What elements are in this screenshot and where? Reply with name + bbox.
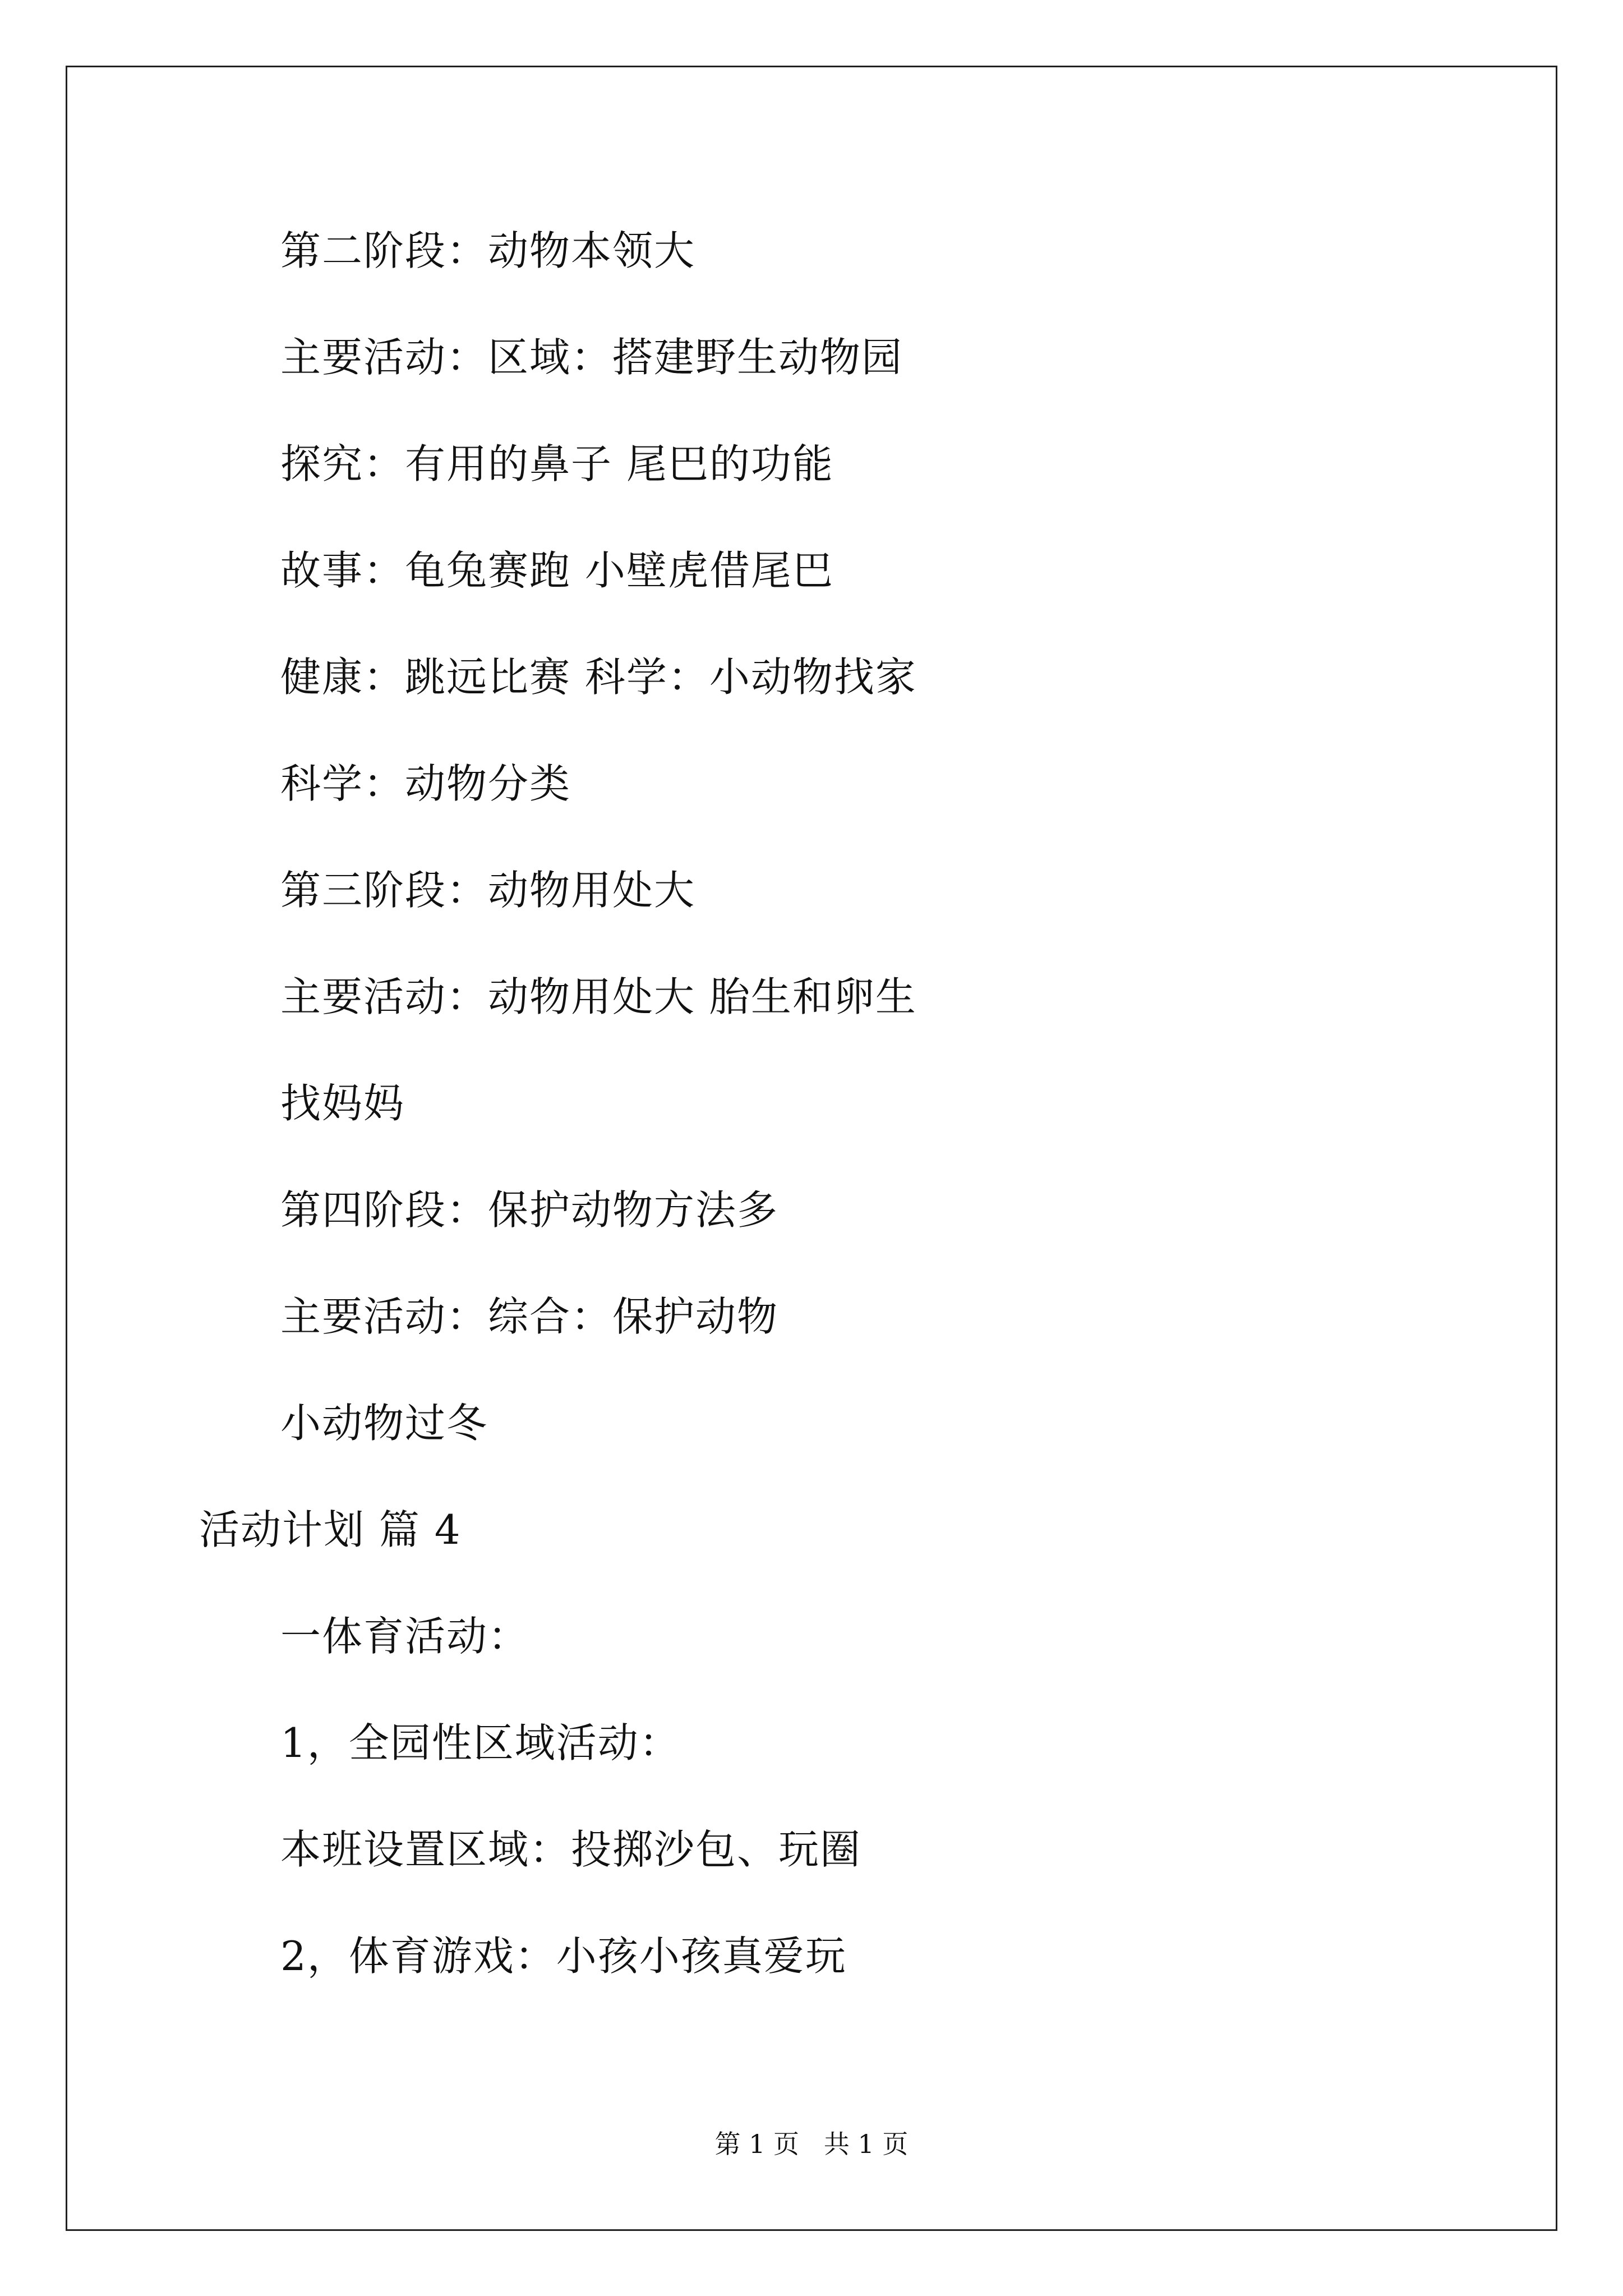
- text-line: 一体育活动：: [280, 1613, 530, 1660]
- text-line: 第三阶段：动物用处大: [280, 867, 696, 914]
- text-line: 探究：有用的鼻子 尾巴的功能: [280, 440, 834, 487]
- text-line: 科学：动物分类: [280, 760, 571, 807]
- text-line: 故事：龟兔赛跑 小壁虎借尾巴: [280, 547, 834, 594]
- page-footer: 第 1 页 共 1 页: [714, 2129, 909, 2159]
- text-line: 小动物过冬: [280, 1400, 488, 1447]
- text-line: 主要活动：综合：保护动物: [280, 1293, 779, 1340]
- text-line: 主要活动：动物用处大 胎生和卵生: [280, 973, 917, 1020]
- section-heading: 活动计划 篇 4: [199, 1506, 462, 1553]
- text-line: 找妈妈: [280, 1080, 405, 1127]
- page-border: [66, 66, 1557, 2231]
- text-line: 第二阶段：动物本领大: [280, 227, 696, 274]
- text-line: 健康：跳远比赛 科学：小动物找家: [280, 654, 917, 701]
- text-line: 第四阶段：保护动物方法多: [280, 1186, 779, 1234]
- text-line: 2，体育游戏：小孩小孩真爱玩: [280, 1932, 847, 1980]
- text-line: 主要活动：区域：搭建野生动物园: [280, 334, 903, 381]
- text-line: 本班设置区域：投掷沙包、玩圈: [280, 1826, 862, 1873]
- text-line: 1，全园性区域活动：: [280, 1719, 681, 1766]
